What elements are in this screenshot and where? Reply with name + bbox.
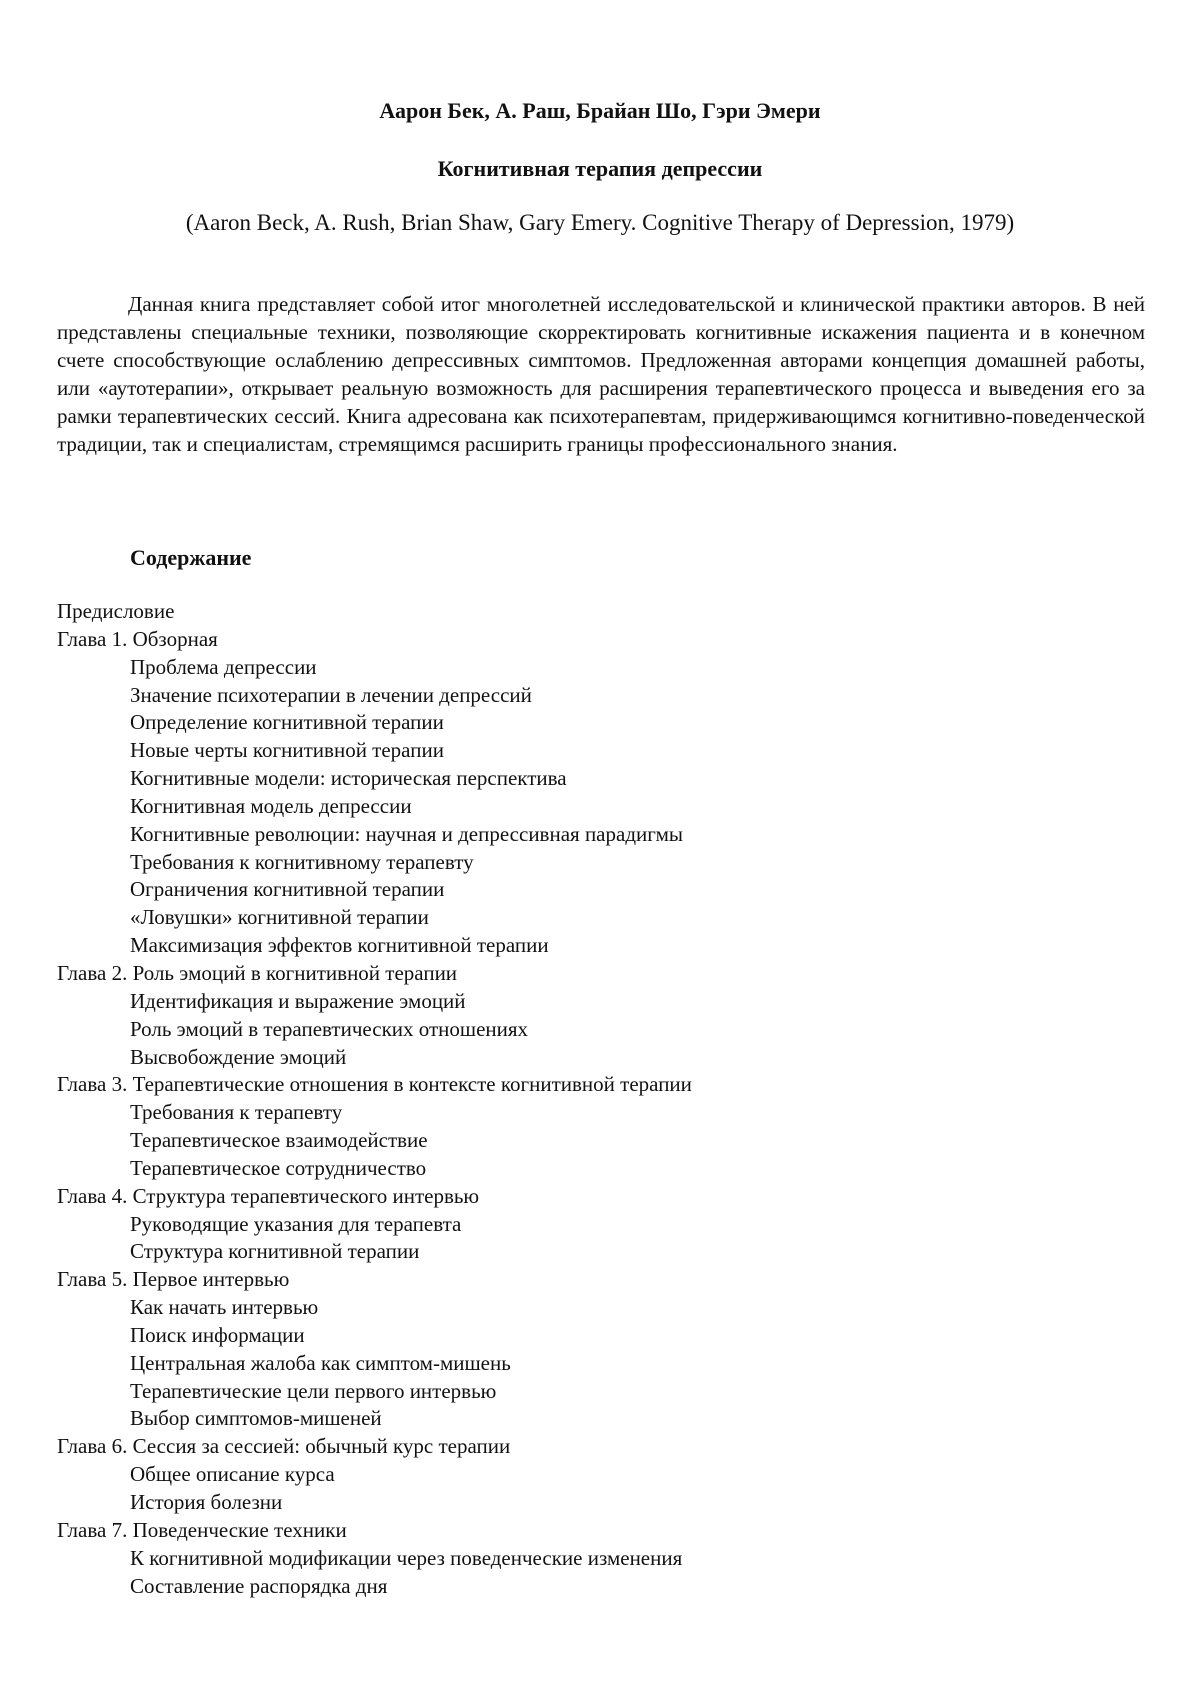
toc-section: Когнитивные революции: научная и депрессивная парадигмы [130,821,683,846]
toc-section: Проблема депрессии [130,654,317,679]
toc-section: Максимизация эффектов когнитивной терапии [130,933,549,958]
toc-section: Идентификация и выражение эмоций [130,988,466,1013]
toc-section: Составление распорядка дня [130,1573,388,1598]
toc-item: Предисловие [57,599,175,623]
toc-section: Выбор симптомов-мишеней [130,1406,382,1431]
original-edition-note: (Aaron Beck, A. Rush, Brian Shaw, Gary Emery. Cognitive Therapy of Depression, 1979) [185,210,1015,235]
toc-section: Новые черты когнитивной терапии [130,738,444,763]
toc-chapter: Глава 6. Сессия за сессией: обычный курс терапии [57,1434,511,1459]
book-abstract: Данная книга представляет собой итог многолетней исследовательской и клинической практики авторов. В ней представлены специальные техники, позволяющие скорректировать когнитивные искажения пациента и в конечном счете способствующие ослаблению депрессивных симптомов. Предложенная авторами концепция домашней работы, или «аутотерапии», открывает реальную возможность для расширения терапевтического процесса и выведения его за рамки терапевтических сессий. Книга адресована как психотерапевтам, придерживающимся когнитивно-поведенческой традиции, так и специалистам, стремящимся расширить границы профессионального знания. [57,292,1145,456]
toc-section: К когнитивной модификации через поведенческие изменения [130,1545,683,1570]
toc-section: Общее описание курса [130,1462,335,1487]
toc-section: История болезни [130,1490,283,1514]
toc-heading: Содержание [130,545,252,570]
toc-section: Терапевтические цели первого интервью [130,1378,497,1403]
toc-section: Руководящие указания для терапевта [130,1211,462,1236]
toc-section: Высвобождение эмоций [130,1044,347,1069]
toc-section: Поиск информации [130,1322,305,1347]
toc-section: Значение психотерапии в лечении депрессий [130,682,532,707]
toc-section: Терапевтическое взаимодействие [130,1128,428,1153]
toc-chapter: Глава 3. Терапевтические отношения в контексте когнитивной терапии [57,1072,692,1097]
toc-chapter: Глава 5. Первое интервью [57,1267,290,1292]
toc-chapter: Глава 1. Обзорная [57,626,218,651]
toc-section: Роль эмоций в терапевтических отношениях [130,1016,529,1041]
toc-chapter: Глава 4. Структура терапевтического интервью [57,1183,480,1208]
toc-section: Когнитивная модель депрессии [130,793,412,818]
toc-section: Ограничения когнитивной терапии [130,877,445,902]
toc-chapter: Глава 7. Поведенческие техники [57,1517,347,1542]
toc-section: Терапевтическое сотрудничество [130,1155,427,1180]
toc-section: Структура когнитивной терапии [130,1239,420,1264]
table-of-contents [57,598,1147,1600]
toc-chapter: Глава 2. Роль эмоций в когнитивной терапии [57,960,458,985]
toc-section: Определение когнитивной терапии [130,710,444,735]
toc-section: «Ловушки» когнитивной терапии [130,905,429,930]
toc-section: Когнитивные модели: историческая перспектива [130,766,567,791]
toc-section: Требования к когнитивному терапевту [130,849,474,874]
book-authors: Аарон Бек, А. Раш, Брайан Шо, Гэри Эмери [379,98,821,123]
book-title: Когнитивная терапия депрессии [437,156,763,181]
toc-section: Центральная жалоба как симптом-мишень [130,1350,511,1375]
toc-section: Требования к терапевту [130,1100,343,1125]
toc-section: Как начать интервью [130,1295,319,1320]
